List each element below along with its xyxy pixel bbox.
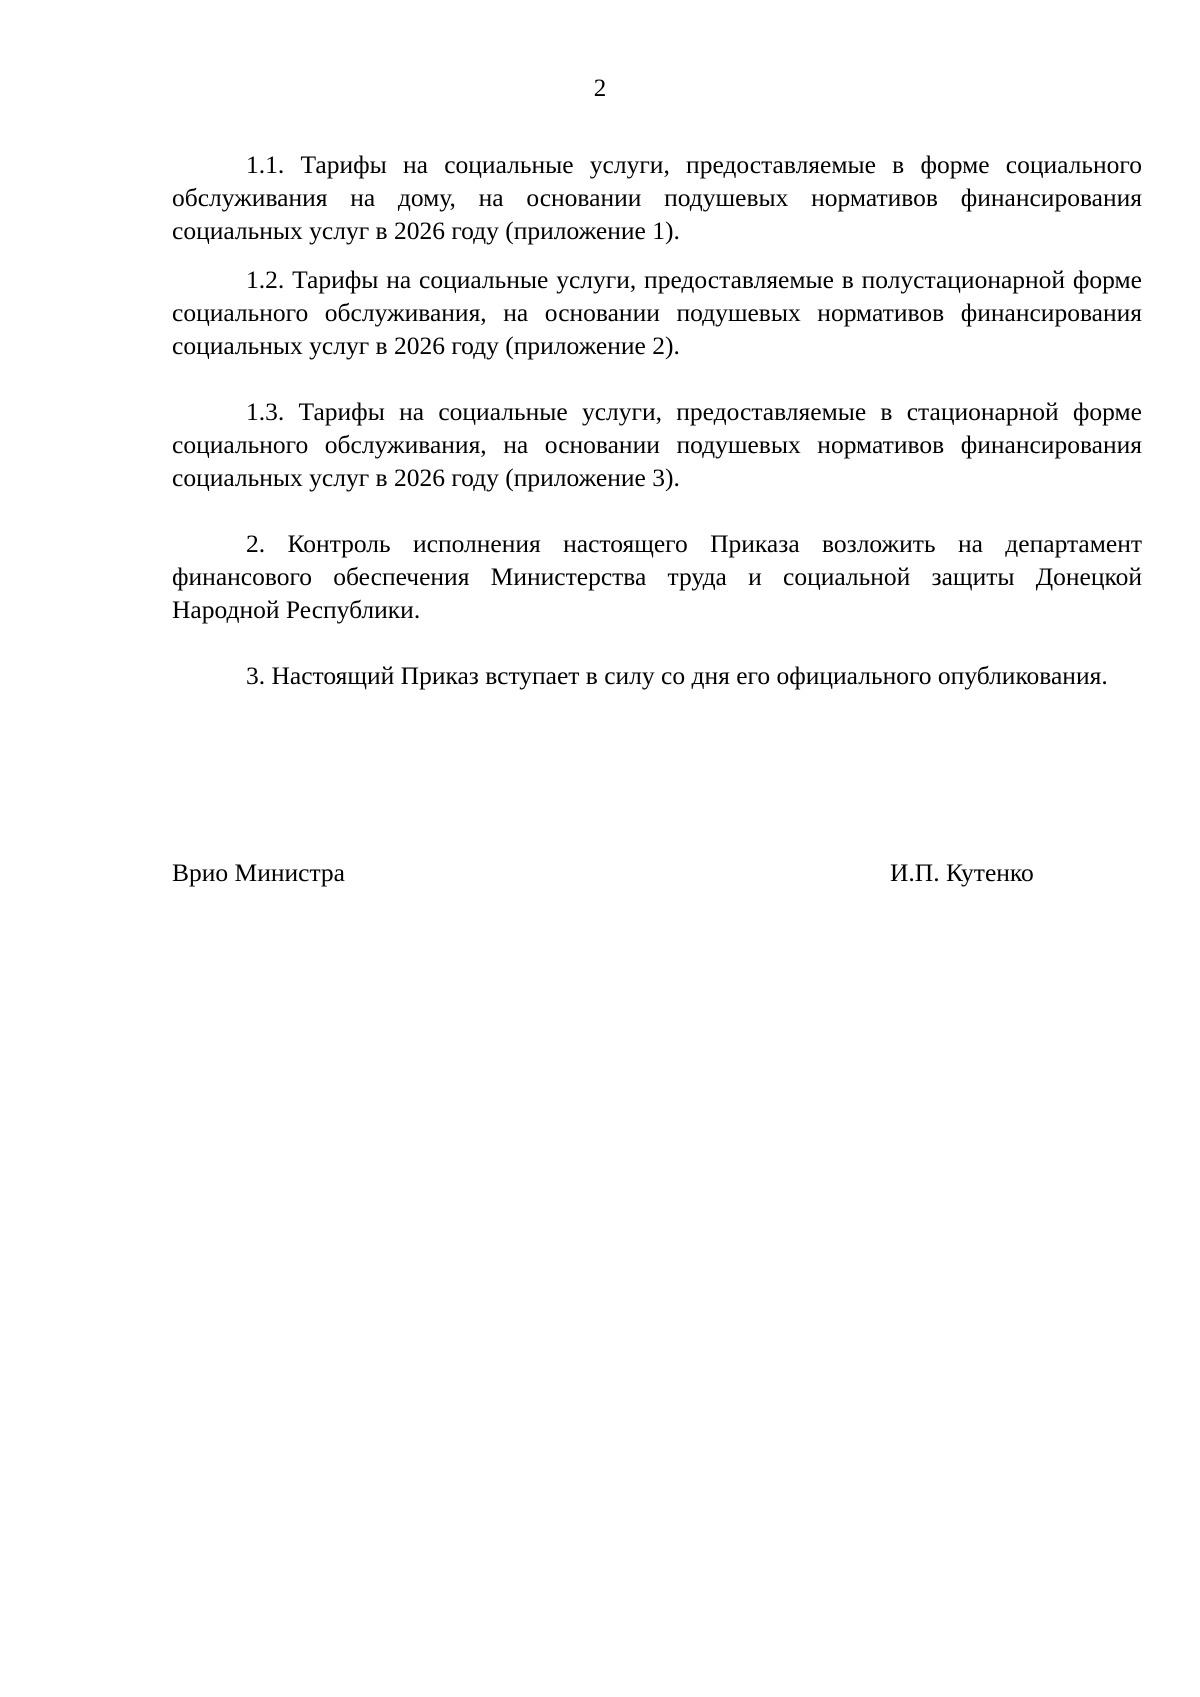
signatory-name: И.П. Кутенко <box>890 858 1034 887</box>
document-body <box>172 148 1142 692</box>
paragraph-1-3: 1.3. Тарифы на социальные услуги, предоставляемые в стационарной форме социального обслуживания, на основании подушевых нормативов финансирования социальных услуг в 2026 году (приложение 3). <box>172 397 1142 492</box>
paragraph-3: 3. Настоящий Приказ вступает в силу со дня его официального опубликования. <box>246 661 1108 690</box>
page-number: 2 <box>593 75 607 102</box>
signatory-position: Врио Министра <box>172 858 345 887</box>
paragraph-1-2: 1.2. Тарифы на социальные услуги, предоставляемые в полустационарной форме социального обслуживания, на основании подушевых нормативов финансирования социальных услуг в 2026 году (приложение 2). <box>172 265 1142 360</box>
paragraph-1-1: 1.1. Тарифы на социальные услуги, предоставляемые в форме социального обслуживания на дому, на основании подушевых нормативов финансирования социальных услуг в 2026 году (приложение 1). <box>172 150 1142 245</box>
paragraph-2: 2. Контроль исполнения настоящего Приказа возложить на департамент финансового обеспечения Министерства труда и социальной защиты Донецкой Народной Республики. <box>172 529 1142 624</box>
